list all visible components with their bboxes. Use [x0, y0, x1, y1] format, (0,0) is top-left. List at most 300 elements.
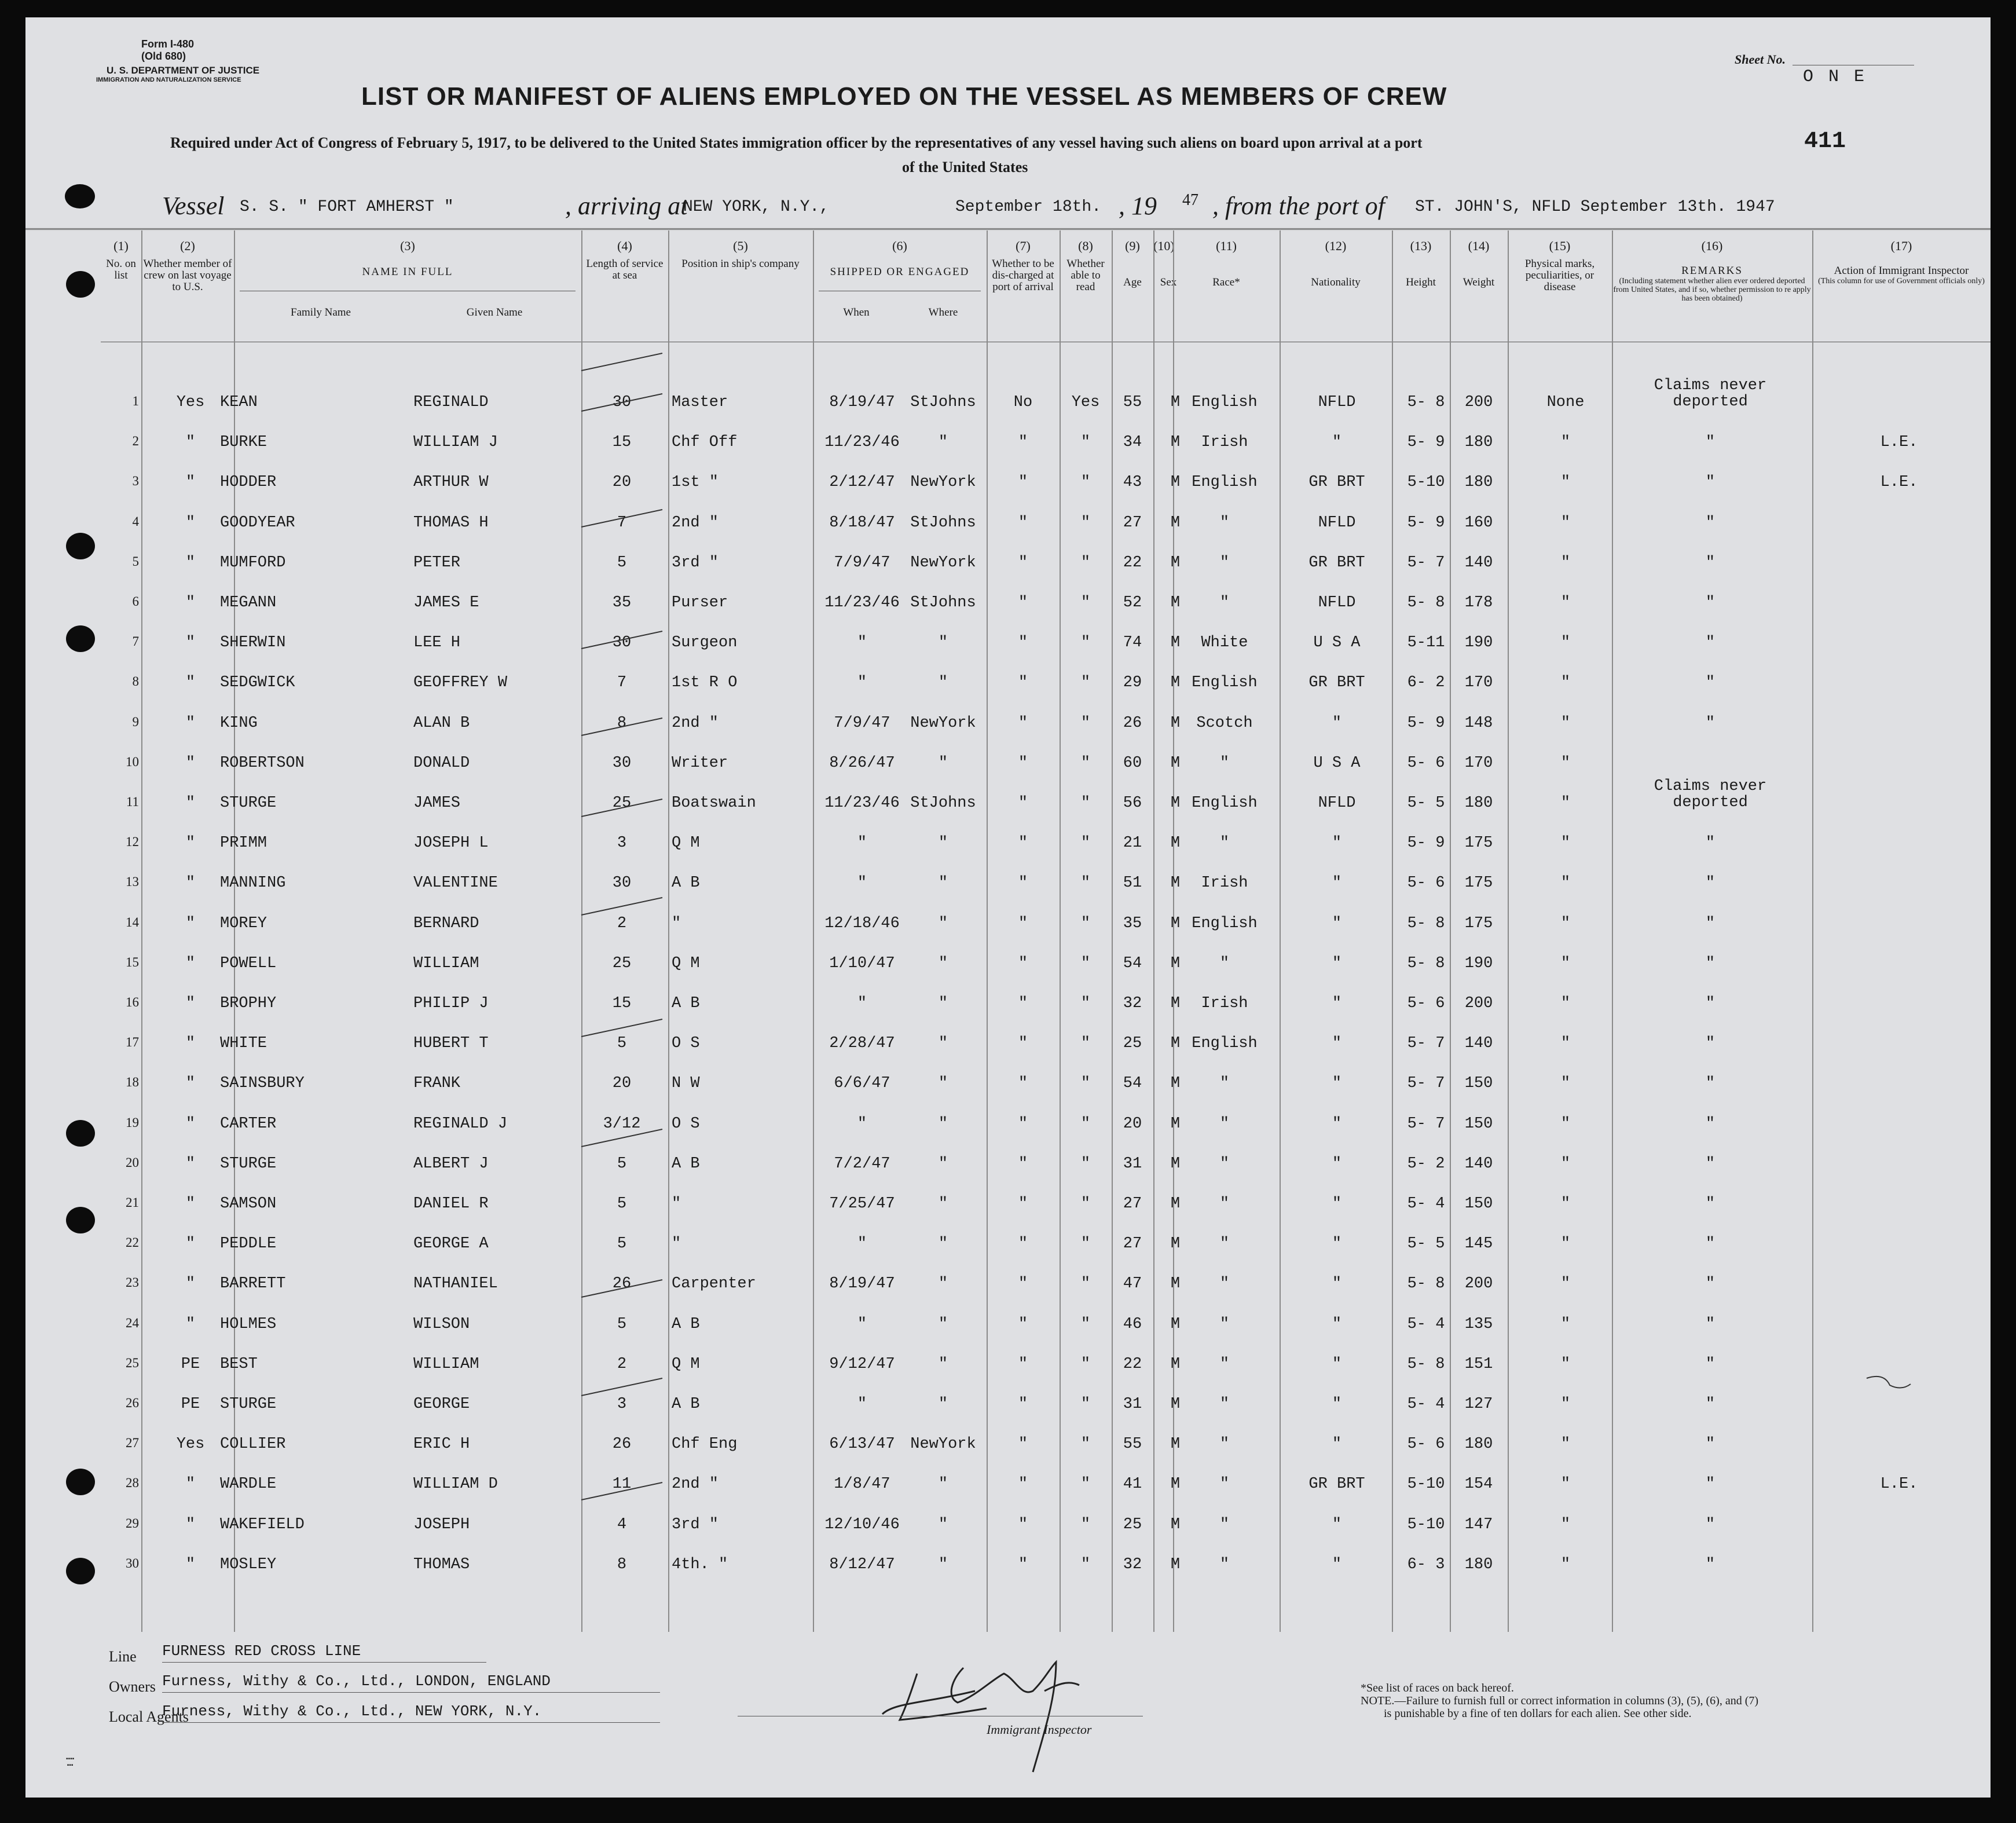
column-header: Height: [1406, 276, 1436, 288]
cell-last: ": [185, 995, 196, 1012]
owners-value: Furness, Withy & Co., Ltd., LONDON, ENGLAND: [162, 1672, 551, 1690]
cell-last: ": [185, 1115, 196, 1133]
cell-family: KING: [220, 715, 258, 732]
cell-where: ": [938, 915, 948, 932]
cell-given: NATHANIEL: [413, 1275, 498, 1293]
cell-height: 5- 9: [1407, 834, 1445, 852]
cell-disch: ": [1018, 1356, 1028, 1373]
cell-last: PE: [181, 1356, 200, 1373]
cell-family: POWELL: [220, 955, 277, 972]
column-header: Age: [1123, 276, 1142, 288]
cell-race: ": [1219, 1556, 1230, 1573]
column-number: (6): [892, 239, 907, 253]
cell-when: 1/10/47: [829, 955, 895, 972]
cell-no: 24: [126, 1316, 139, 1330]
column-number: (17): [1890, 239, 1912, 253]
cell-given: WILLIAM: [413, 1356, 479, 1373]
cell-given: JAMES: [413, 795, 461, 812]
column-header: Action of Immigrant Inspector (This column for use of Government officials only): [1818, 265, 1985, 285]
punch-hole: [65, 184, 95, 208]
cell-service: 4: [617, 1516, 627, 1533]
column-header: Whether able to read: [1066, 258, 1105, 293]
cell-family: PEDDLE: [220, 1235, 277, 1253]
cell-last: ": [185, 955, 196, 972]
cell-where: ": [938, 1155, 948, 1173]
cell-race: ": [1219, 1195, 1230, 1213]
cell-remarks: ": [1705, 1356, 1716, 1373]
cell-remarks: ": [1705, 1155, 1716, 1173]
cell-when: 7/9/47: [834, 715, 890, 732]
cell-read: ": [1080, 1035, 1091, 1052]
cell-disch: ": [1018, 594, 1028, 612]
cell-position: 2nd ": [672, 514, 719, 532]
cell-position: Q M: [672, 955, 700, 972]
cell-disch: No: [1013, 394, 1033, 411]
cell-service: 5: [617, 1235, 627, 1253]
cell-last: ": [185, 1556, 196, 1573]
cell-when: 6/13/47: [829, 1436, 895, 1453]
cell-disch: ": [1018, 1075, 1028, 1092]
printer-mark: ▪▪▪▪ ▪▪▪: [66, 1756, 75, 1769]
cell-race: English: [1192, 795, 1258, 812]
cell-disch: ": [1018, 1115, 1028, 1133]
cell-where: StJohns: [910, 394, 976, 411]
cell-marks: ": [1560, 474, 1571, 491]
cell-family: BURKE: [220, 434, 267, 451]
cell-read: ": [1080, 1476, 1091, 1493]
cell-height: 5- 8: [1407, 394, 1445, 411]
cell-sex: M: [1170, 1436, 1181, 1453]
cell-read: ": [1080, 915, 1091, 932]
cell-marks: ": [1560, 1075, 1571, 1092]
column-header: Position in ship's company: [681, 258, 800, 270]
cell-when: ": [857, 834, 867, 852]
cell-nat: ": [1332, 955, 1342, 972]
cell-service: 30: [612, 394, 632, 411]
cell-age: 56: [1123, 795, 1142, 812]
cell-race: English: [1192, 394, 1258, 411]
cell-disch: ": [1018, 1436, 1028, 1453]
cell-where: ": [938, 1476, 948, 1493]
cell-sex: M: [1170, 474, 1181, 491]
cell-service: 3: [617, 1396, 627, 1413]
column-header: Length of service at sea: [586, 258, 664, 281]
cell-marks: ": [1560, 1396, 1571, 1413]
cell-service: 3/12: [603, 1115, 641, 1133]
cell-when: 11/23/46: [824, 594, 900, 612]
cell-when: 12/18/46: [824, 915, 900, 932]
cell-read: ": [1080, 554, 1091, 572]
cell-service: 25: [612, 955, 632, 972]
column-number: (11): [1216, 239, 1237, 253]
cell-marks: None: [1546, 394, 1585, 411]
cell-weight: 150: [1464, 1075, 1493, 1092]
cell-height: 5- 6: [1407, 874, 1445, 892]
cell-height: 5- 5: [1407, 1235, 1445, 1253]
cell-read: ": [1080, 674, 1091, 691]
cell-weight: 170: [1464, 755, 1493, 772]
cell-family: WHITE: [220, 1035, 267, 1052]
column-number: (5): [733, 239, 748, 253]
cell-nat: ": [1332, 995, 1342, 1012]
cell-height: 5- 9: [1407, 514, 1445, 532]
cell-sex: M: [1170, 1155, 1181, 1173]
cell-disch: ": [1018, 1516, 1028, 1533]
cell-age: 60: [1123, 755, 1142, 772]
cell-remarks: ": [1705, 674, 1716, 691]
cell-no: 3: [132, 474, 139, 488]
cell-family: SEDGWICK: [220, 674, 295, 691]
column-header: REMARKS (Including statement whether alien ever ordered deported from United States, and if so, whether permission to re apply has been obtained): [1613, 265, 1811, 303]
cell-remarks: ": [1705, 1316, 1716, 1333]
cell-sex: M: [1170, 1035, 1181, 1052]
cell-no: 18: [126, 1075, 139, 1089]
cell-sex: M: [1170, 755, 1181, 772]
cell-race: Irish: [1201, 995, 1248, 1012]
cell-given: ALAN B: [413, 715, 470, 732]
cell-service: 5: [617, 1316, 627, 1333]
column-header: Race*: [1212, 276, 1240, 288]
cell-given: REGINALD: [413, 394, 489, 411]
cell-action: L.E.: [1880, 474, 1918, 491]
cell-no: 25: [126, 1356, 139, 1370]
cell-service: 2: [617, 1356, 627, 1373]
cell-sex: M: [1170, 1275, 1181, 1293]
cell-no: 17: [126, 1035, 139, 1049]
cell-no: 27: [126, 1436, 139, 1450]
cell-age: 27: [1123, 1195, 1142, 1213]
cell-remarks: ": [1705, 1035, 1716, 1052]
column-number: (13): [1410, 239, 1432, 253]
subtitle-line1: Required under Act of Congress of February 5, 1917, to be delivered to the United States immigration officer by the representatives of any vessel having such aliens on board upon arrival at a port: [170, 134, 1423, 151]
cell-disch: ": [1018, 634, 1028, 651]
cell-disch: ": [1018, 1195, 1028, 1213]
cell-marks: ": [1560, 1516, 1571, 1533]
cell-last: ": [185, 634, 196, 651]
cell-where: ": [938, 1516, 948, 1533]
cell-race: ": [1219, 1075, 1230, 1092]
cell-no: 22: [126, 1235, 139, 1250]
owners-underline: [162, 1692, 660, 1693]
cell-no: 16: [126, 995, 139, 1009]
cell-given: JAMES E: [413, 594, 479, 612]
inspector-signature: [859, 1633, 1160, 1784]
cell-nat: ": [1332, 1235, 1342, 1253]
cell-family: PRIMM: [220, 834, 267, 852]
cell-race: ": [1219, 554, 1230, 572]
cell-nat: NFLD: [1318, 394, 1356, 411]
cell-sex: M: [1170, 594, 1181, 612]
penalty-note-line1: NOTE.—Failure to furnish full or correct information in columns (3), (5), (6), and (7): [1361, 1694, 1759, 1707]
cell-when: ": [857, 634, 867, 651]
cell-height: 5- 8: [1407, 955, 1445, 972]
cell-where: ": [938, 634, 948, 651]
cell-no: 9: [132, 715, 139, 729]
cell-disch: ": [1018, 1155, 1028, 1173]
cell-no: 15: [126, 955, 139, 969]
column-number: (10): [1153, 239, 1175, 253]
cell-age: 55: [1123, 394, 1142, 411]
cell-race: ": [1219, 1436, 1230, 1453]
cell-family: SAMSON: [220, 1195, 277, 1213]
cell-race: ": [1219, 594, 1230, 612]
cell-position: 1st ": [672, 474, 719, 491]
cell-family: BARRETT: [220, 1275, 286, 1293]
cell-family: SAINSBURY: [220, 1075, 305, 1092]
column-header: Nationality: [1311, 276, 1361, 288]
cell-marks: ": [1560, 1556, 1571, 1573]
cell-height: 5-10: [1407, 1516, 1445, 1533]
cell-nat: U S A: [1313, 634, 1361, 651]
cell-where: ": [938, 674, 948, 691]
cell-sex: M: [1170, 1396, 1181, 1413]
cell-last: ": [185, 1516, 196, 1533]
cell-service: 3: [617, 834, 627, 852]
vessel-name: S. S. " FORT AMHERST ": [240, 198, 454, 216]
column-header: Weight: [1462, 276, 1495, 288]
cell-marks: ": [1560, 795, 1571, 812]
cell-read: ": [1080, 834, 1091, 852]
cell-no: 11: [126, 795, 139, 809]
cell-no: 20: [126, 1155, 139, 1170]
cell-weight: 190: [1464, 955, 1493, 972]
cell-height: 5-11: [1407, 634, 1445, 651]
cell-marks: ": [1560, 1476, 1571, 1493]
cell-disch: ": [1018, 1476, 1028, 1493]
cell-disch: ": [1018, 434, 1028, 451]
cell-height: 5- 7: [1407, 1035, 1445, 1052]
cell-nat: ": [1332, 874, 1342, 892]
cell-age: 51: [1123, 874, 1142, 892]
cell-given: HUBERT T: [413, 1035, 489, 1052]
cell-family: SHERWIN: [220, 634, 286, 651]
cell-sex: M: [1170, 955, 1181, 972]
cell-sex: M: [1170, 554, 1181, 572]
cell-race: ": [1219, 1275, 1230, 1293]
column-number: (15): [1549, 239, 1571, 253]
cell-disch: ": [1018, 1396, 1028, 1413]
cell-given: JOSEPH L: [413, 834, 489, 852]
cell-sex: M: [1170, 1316, 1181, 1333]
cell-when: 11/23/46: [824, 795, 900, 812]
cell-service: 30: [612, 874, 632, 892]
cell-given: BERNARD: [413, 915, 479, 932]
cell-weight: 147: [1464, 1516, 1493, 1533]
page-title: LIST OR MANIFEST OF ALIENS EMPLOYED ON THE VESSEL AS MEMBERS OF CREW: [361, 82, 1447, 111]
cell-when: 7/9/47: [834, 554, 890, 572]
cell-given: FRANK: [413, 1075, 461, 1092]
cell-when: ": [857, 1316, 867, 1333]
cell-read: ": [1080, 474, 1091, 491]
cell-position: Carpenter: [672, 1275, 756, 1293]
cell-family: ROBERTSON: [220, 755, 305, 772]
cell-disch: ": [1018, 1235, 1028, 1253]
cell-race: ": [1219, 1316, 1230, 1333]
column-header: Sex: [1160, 276, 1177, 288]
cell-height: 6- 2: [1407, 674, 1445, 691]
cell-no: 12: [126, 834, 139, 849]
cell-weight: 170: [1464, 674, 1493, 691]
cell-no: 7: [132, 634, 139, 649]
cell-weight: 140: [1464, 1035, 1493, 1052]
cell-no: 14: [126, 915, 139, 929]
cell-remarks: ": [1705, 995, 1716, 1012]
year-prefix: , 19: [1119, 192, 1157, 220]
punch-hole: [66, 625, 95, 652]
cell-last: ": [185, 834, 196, 852]
cell-sex: M: [1170, 1075, 1181, 1092]
cell-position: A B: [672, 874, 700, 892]
cell-given: VALENTINE: [413, 874, 498, 892]
cell-race: White: [1201, 634, 1248, 651]
cell-last: ": [185, 1275, 196, 1293]
cell-height: 5- 6: [1407, 1436, 1445, 1453]
arriving-port: NEW YORK, N.Y.,: [683, 198, 830, 216]
cell-last: ": [185, 715, 196, 732]
cell-height: 6- 3: [1407, 1556, 1445, 1573]
cell-when: 1/8/47: [834, 1476, 890, 1493]
cell-no: 5: [132, 554, 139, 569]
cell-when: ": [857, 1235, 867, 1253]
cell-weight: 200: [1464, 394, 1493, 411]
column-number: (1): [113, 239, 129, 253]
column-header: Whether member of crew on last voyage to U.S.: [143, 258, 232, 293]
cell-nat: GR BRT: [1308, 674, 1365, 691]
cell-height: 5- 8: [1407, 915, 1445, 932]
cell-marks: ": [1560, 915, 1571, 932]
line-underline: [162, 1662, 486, 1663]
cell-position: Chf Off: [672, 434, 738, 451]
cell-position: N W: [672, 1075, 700, 1092]
cell-last: ": [185, 755, 196, 772]
punch-hole: [66, 1120, 95, 1147]
cell-service: 26: [612, 1275, 632, 1293]
cell-age: 27: [1123, 1235, 1142, 1253]
cell-where: StJohns: [910, 795, 976, 812]
cell-nat: ": [1332, 715, 1342, 732]
column-number: (12): [1325, 239, 1347, 253]
cell-race: ": [1219, 834, 1230, 852]
cell-nat: ": [1332, 1556, 1342, 1573]
cell-marks: ": [1560, 674, 1571, 691]
cell-last: PE: [181, 1396, 200, 1413]
cell-age: 46: [1123, 1316, 1142, 1333]
cell-service: 25: [612, 795, 632, 812]
cell-marks: ": [1560, 995, 1571, 1012]
cell-position: O S: [672, 1115, 700, 1133]
cell-nat: ": [1332, 1075, 1342, 1092]
cell-nat: NFLD: [1318, 514, 1356, 532]
cell-nat: ": [1332, 434, 1342, 451]
cell-disch: ": [1018, 955, 1028, 972]
cell-no: 13: [126, 874, 139, 889]
cell-age: 25: [1123, 1516, 1142, 1533]
cell-family: HOLMES: [220, 1316, 277, 1333]
cell-weight: 145: [1464, 1235, 1493, 1253]
cell-marks: ": [1560, 1155, 1571, 1173]
cell-age: 74: [1123, 634, 1142, 651]
cell-when: ": [857, 995, 867, 1012]
cell-disch: ": [1018, 1556, 1028, 1573]
cell-nat: ": [1332, 1035, 1342, 1052]
cell-last: ": [185, 1316, 196, 1333]
agents-value: Furness, Withy & Co., Ltd., NEW YORK, N.Y.: [162, 1703, 542, 1720]
cell-no: 4: [132, 514, 139, 529]
cell-marks: ": [1560, 715, 1571, 732]
cell-race: Irish: [1201, 434, 1248, 451]
cell-where: ": [938, 955, 948, 972]
cell-nat: ": [1332, 1436, 1342, 1453]
cell-nat: GR BRT: [1308, 554, 1365, 572]
cell-weight: 190: [1464, 634, 1493, 651]
cell-marks: ": [1560, 1356, 1571, 1373]
cell-weight: 154: [1464, 1476, 1493, 1493]
cell-remarks: ": [1705, 1556, 1716, 1573]
cell-where: ": [938, 874, 948, 892]
cell-race: ": [1219, 1356, 1230, 1373]
cell-no: 10: [126, 755, 139, 769]
subtitle-line2: of the United States: [902, 159, 1028, 175]
cell-read: ": [1080, 755, 1091, 772]
cell-remarks: ": [1705, 594, 1716, 612]
cell-height: 5- 2: [1407, 1155, 1445, 1173]
cell-family: STURGE: [220, 1155, 277, 1173]
cell-age: 32: [1123, 1556, 1142, 1573]
cell-no: 29: [126, 1516, 139, 1531]
cell-position: Q M: [672, 834, 700, 852]
cell-height: 5- 7: [1407, 554, 1445, 572]
column-subheader: Given Name: [466, 306, 523, 319]
cell-family: WARDLE: [220, 1476, 277, 1493]
cell-marks: ": [1560, 514, 1571, 532]
cell-sex: M: [1170, 634, 1181, 651]
cell-when: 8/19/47: [829, 394, 895, 411]
cell-nat: ": [1332, 1275, 1342, 1293]
cell-no: 2: [132, 434, 139, 448]
cell-read: ": [1080, 514, 1091, 532]
cell-height: 5- 8: [1407, 594, 1445, 612]
cell-service: 5: [617, 1155, 627, 1173]
cell-disch: ": [1018, 514, 1028, 532]
cell-marks: ": [1560, 594, 1571, 612]
cell-height: 5- 9: [1407, 715, 1445, 732]
agents-label: Local Agents: [109, 1708, 189, 1725]
cell-disch: ": [1018, 1035, 1028, 1052]
cell-read: ": [1080, 1516, 1091, 1533]
cell-given: THOMAS H: [413, 514, 489, 532]
cell-position: A B: [672, 1396, 700, 1413]
cell-family: BROPHY: [220, 995, 277, 1012]
cell-service: 30: [612, 634, 632, 651]
cell-service: 26: [612, 1436, 632, 1453]
column-number: (16): [1701, 239, 1723, 253]
cell-given: ALBERT J: [413, 1155, 489, 1173]
cell-given: REGINALD J: [413, 1115, 508, 1133]
cell-read: ": [1080, 1155, 1091, 1173]
cell-sex: M: [1170, 514, 1181, 532]
cell-position: ": [672, 1195, 681, 1213]
cell-service: 8: [617, 715, 627, 732]
cell-service: 5: [617, 554, 627, 572]
cell-sex: M: [1170, 1195, 1181, 1213]
cell-read: ": [1080, 1556, 1091, 1573]
cell-age: 22: [1123, 554, 1142, 572]
cell-weight: 180: [1464, 1556, 1493, 1573]
column-number: (7): [1016, 239, 1031, 253]
cell-no: 21: [126, 1195, 139, 1210]
cell-sex: M: [1170, 795, 1181, 812]
cell-last: ": [185, 474, 196, 491]
